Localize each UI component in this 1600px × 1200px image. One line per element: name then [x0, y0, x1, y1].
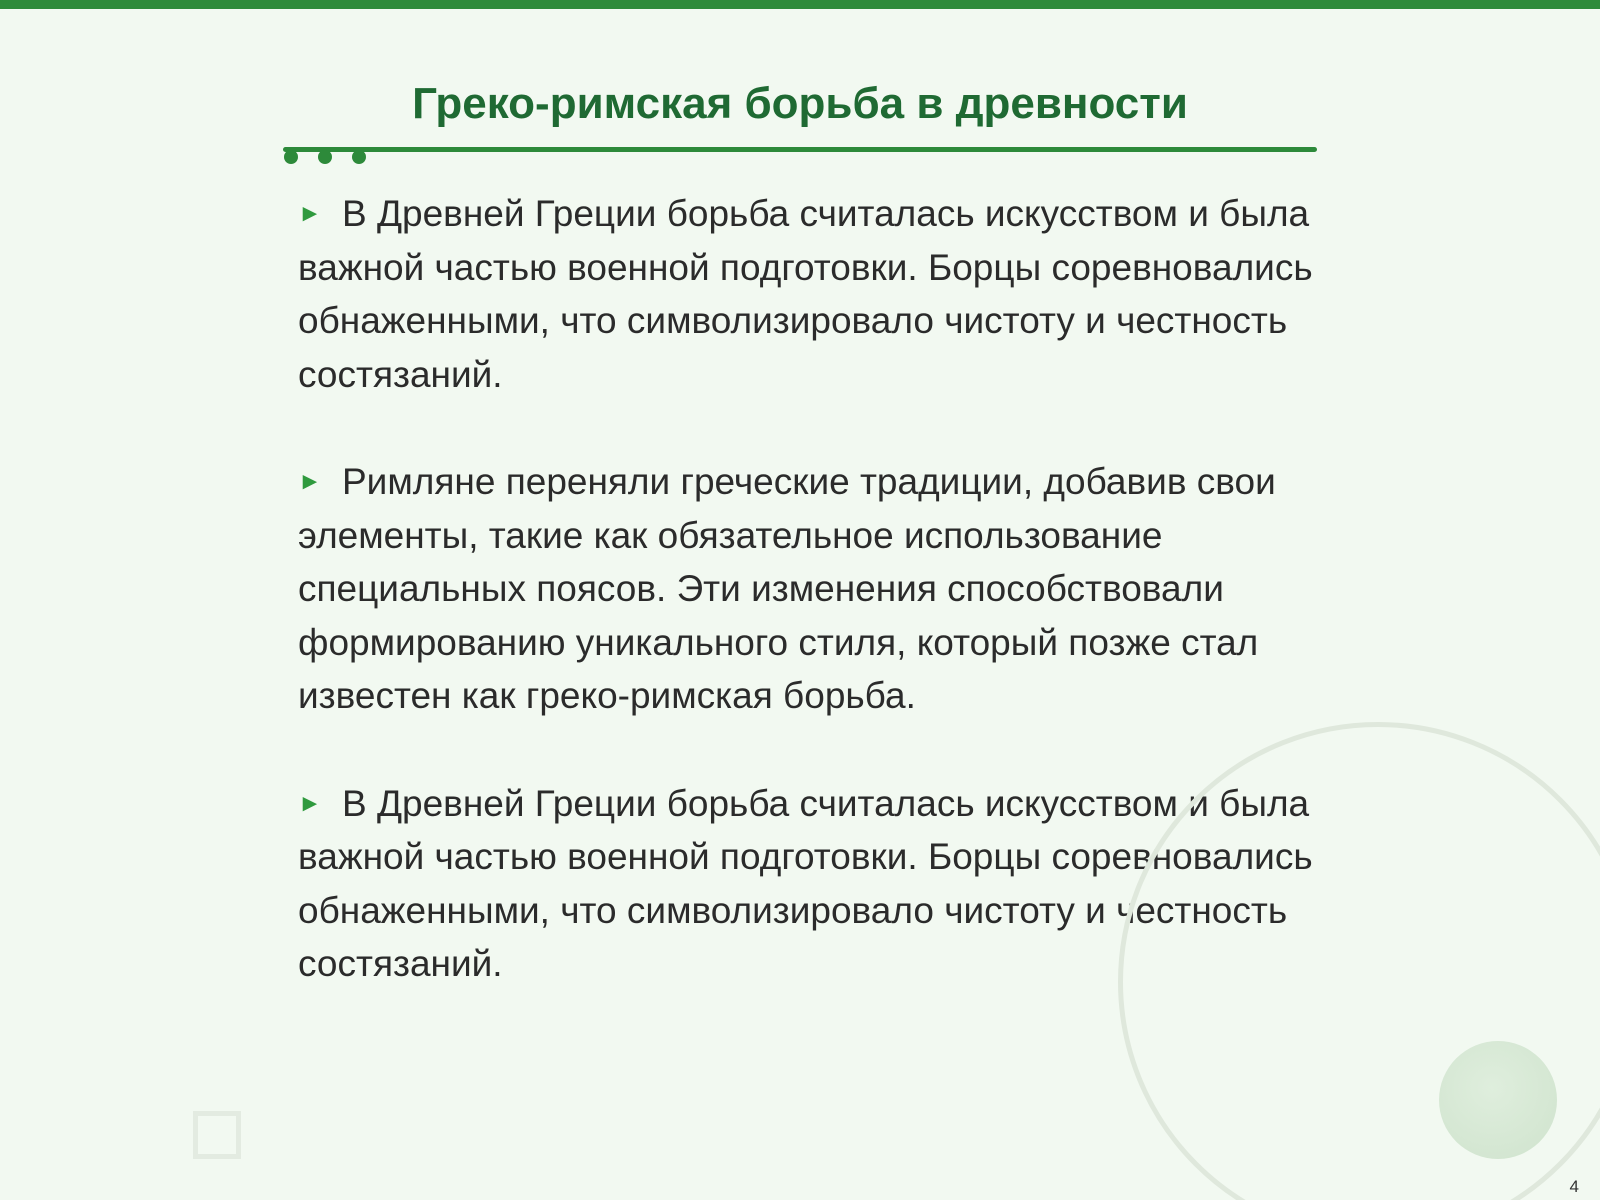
decorative-dot — [318, 150, 332, 164]
bullet-arrow-icon: ► — [298, 789, 322, 817]
bullet-arrow-icon: ► — [298, 468, 322, 495]
slide-title: Греко-римская борьба в древности — [412, 79, 1188, 128]
bullet-text: В Древней Греции борьба считалась искусством и была важной частью военной подготовки. Борцы соревновались обнаженными, что символизировало чистоту и честность состязаний. — [298, 782, 1313, 984]
top-accent-bar — [0, 0, 1600, 9]
decorative-square — [193, 1111, 241, 1159]
bullet-item — [298, 455, 1318, 723]
bullet-item — [298, 187, 1318, 401]
page-number: 4 — [1569, 1177, 1579, 1196]
bullet-arrow-icon: ► — [298, 200, 322, 227]
decorative-dot — [284, 150, 298, 164]
decorative-disc — [1439, 1041, 1557, 1159]
decorative-dot — [352, 150, 366, 164]
bullet-text: В Древней Греции борьба считалась искусством и была важной частью военной подготовки. Борцы соревновались обнаженными, что символизировало чистоту и честность состязаний. — [298, 193, 1313, 395]
bullet-text: Римляне переняли греческие традиции, добавив свои элементы, такие как обязательное использование специальных поясов. Эти изменения способствовали формированию уникального стиля, который позже стал известен как греко-римская борьба. — [298, 461, 1276, 716]
title-underline — [283, 147, 1317, 152]
